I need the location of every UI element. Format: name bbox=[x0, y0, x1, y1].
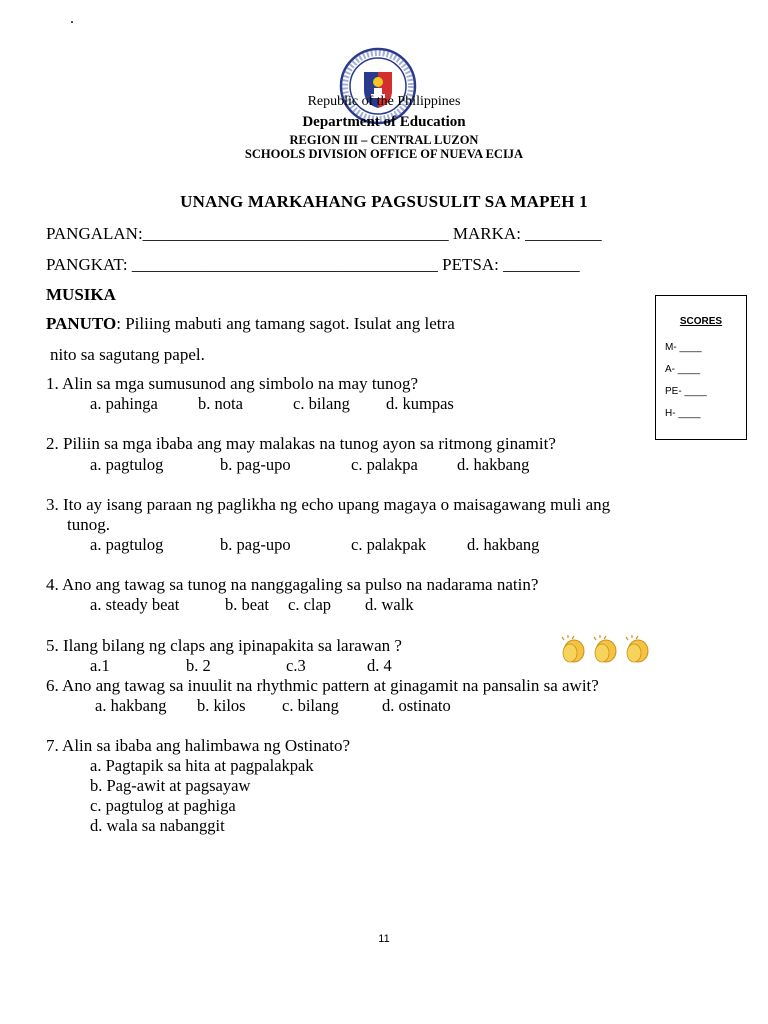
q6-option-c: c. bilang bbox=[282, 696, 339, 715]
section-heading-musika: MUSIKA bbox=[46, 285, 116, 304]
clapping-hands-icon bbox=[562, 635, 584, 662]
q2-option-c: c. palakpa bbox=[351, 455, 418, 474]
q3-option-a: a. pagtulog bbox=[90, 535, 164, 554]
section-date-line: PANGKAT: ____________________________________ PETSA: _________ bbox=[46, 255, 580, 274]
q6-option-d: d. ostinato bbox=[382, 696, 451, 715]
q1-option-a: a. pahinga bbox=[90, 394, 158, 413]
q7-option-d: d. wala sa nabanggit bbox=[90, 816, 225, 835]
name-score-line: PANGALAN:____________________________________ MARKA: _________ bbox=[46, 224, 602, 243]
exam-title: UNANG MARKAHANG PAGSUSULIT SA MAPEH 1 bbox=[180, 192, 588, 211]
q2-option-d: d. hakbang bbox=[457, 455, 530, 474]
q5-option-a: a.1 bbox=[90, 656, 110, 675]
score-arts: A- ____ bbox=[665, 364, 701, 375]
score-health: H- ____ bbox=[665, 408, 701, 419]
q4-option-c: c. clap bbox=[288, 595, 332, 614]
q4-option-b: b. beat bbox=[225, 595, 269, 614]
header-department: Department of Education bbox=[302, 114, 466, 130]
instructions bbox=[46, 314, 455, 334]
clapping-hands-icon bbox=[594, 635, 616, 662]
q1-option-b: b. nota bbox=[198, 394, 243, 413]
question-3-continued: tunog. bbox=[67, 515, 110, 534]
q3-option-b: b. pag-upo bbox=[220, 535, 291, 554]
q3-option-c: c. palakpak bbox=[351, 535, 427, 554]
q2-option-a: a. pagtulog bbox=[90, 455, 164, 474]
header-region: REGION III – CENTRAL LUZON bbox=[289, 133, 479, 147]
instructions-text-2: nito sa sagutang papel. bbox=[50, 345, 205, 364]
q5-option-c: c.3 bbox=[286, 656, 306, 675]
question-3: 3. Ito ay isang paraan ng paglikha ng echo upang magaya o maisagawang muli ang bbox=[46, 495, 611, 514]
instructions-label: PANUTO bbox=[46, 314, 117, 333]
q1-option-c: c. bilang bbox=[293, 394, 350, 413]
question-7: 7. Alin sa ibaba ang halimbawa ng Ostinato? bbox=[46, 736, 351, 755]
header-republic: Republic of the Philippines bbox=[307, 94, 461, 109]
clapping-hands-icon bbox=[626, 635, 648, 662]
q2-option-b: b. pag-upo bbox=[220, 455, 291, 474]
question-4: 4. Ano ang tawag sa tunog na nanggagaling sa pulso na nadarama natin? bbox=[46, 575, 539, 594]
scores-title: SCORES bbox=[679, 316, 723, 327]
q5-option-b: b. 2 bbox=[186, 656, 211, 675]
question-2: 2. Piliin sa mga ibaba ang may malakas na tunog ayon sa ritmong ginamit? bbox=[46, 434, 556, 453]
question-6: 6. Ano ang tawag sa inuulit na rhythmic pattern at ginagamit na pansalin sa awit? bbox=[46, 676, 599, 695]
q6-option-b: b. kilos bbox=[197, 696, 246, 715]
score-music: M- ____ bbox=[665, 342, 702, 353]
question-1: 1. Alin sa mga sumusunod ang simbolo na may tunog? bbox=[46, 374, 419, 393]
q4-option-d: d. walk bbox=[365, 595, 414, 614]
q1-option-d: d. kumpas bbox=[386, 394, 454, 413]
q7-option-c: c. pagtulog at paghiga bbox=[90, 796, 236, 815]
q6-option-a: a. hakbang bbox=[95, 696, 167, 715]
page-number: 11 bbox=[378, 933, 390, 945]
q5-option-d: d. 4 bbox=[367, 656, 392, 675]
header-division: SCHOOLS DIVISION OFFICE OF NUEVA ECIJA bbox=[244, 147, 524, 161]
stray-mark: . bbox=[70, 10, 74, 27]
clapping-hands-illustration bbox=[558, 634, 658, 664]
score-pe: PE- ____ bbox=[665, 386, 707, 397]
instructions-text-1: : Piliing mabuti ang tamang sagot. Isulat ang letra bbox=[116, 314, 455, 333]
q3-option-d: d. hakbang bbox=[467, 535, 540, 554]
scores-box bbox=[655, 295, 747, 440]
q7-option-a: a. Pagtapik sa hita at pagpalakpak bbox=[90, 756, 314, 775]
q4-option-a: a. steady beat bbox=[90, 595, 180, 614]
question-5: 5. Ilang bilang ng claps ang ipinapakita sa larawan ? bbox=[46, 636, 402, 655]
q7-option-b: b. Pag-awit at pagsayaw bbox=[90, 776, 251, 795]
